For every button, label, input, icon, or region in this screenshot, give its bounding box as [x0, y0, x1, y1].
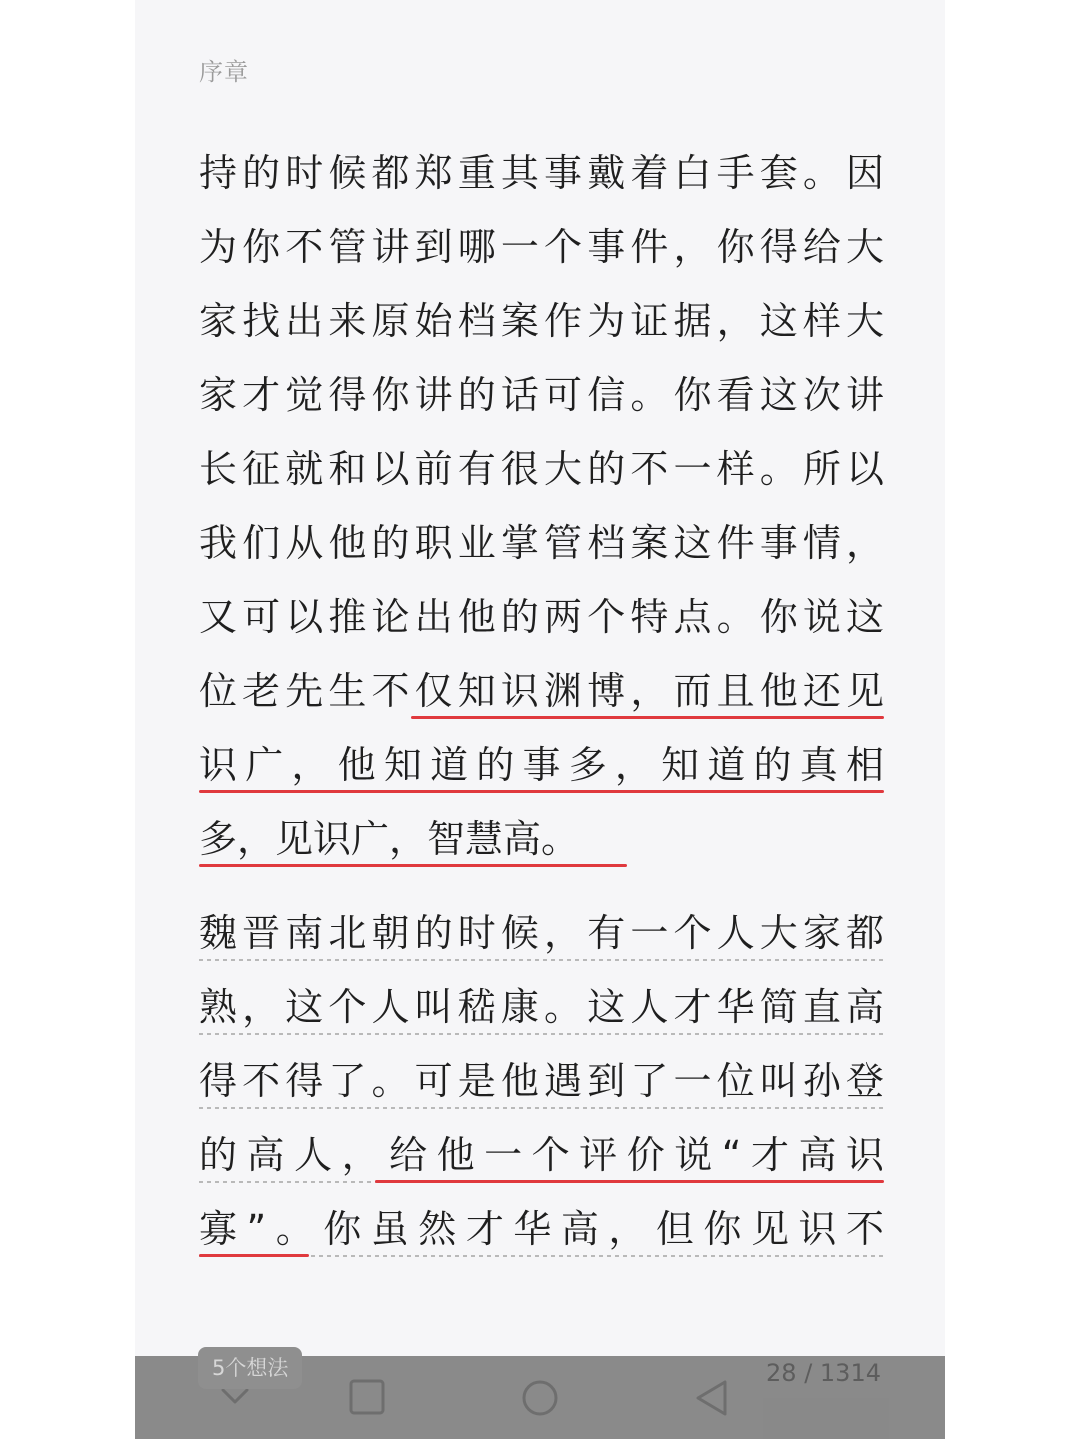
thoughts-button[interactable]: 5个想法: [198, 1347, 302, 1389]
text-line-text: 的高人，给他一个评价说“才高识: [199, 1133, 884, 1177]
text-line-text: 寡”。你虽然才华高，但你见识不: [199, 1207, 884, 1251]
recents-button[interactable]: [348, 1378, 386, 1420]
text-line-text: 识广，他知道的事多，知道的真相: [199, 743, 884, 787]
text-line: 我们从他的职业掌管档案这件事情，: [199, 521, 884, 565]
text-line-highlighted[interactable]: [199, 654, 884, 728]
chapter-title: 序章: [199, 58, 249, 86]
home-button[interactable]: [520, 1378, 560, 1422]
text-line-highlighted[interactable]: [199, 1118, 884, 1192]
text-line: 为你不管讲到哪一个事件，你得给大: [199, 225, 884, 269]
highlight-underline: [199, 1254, 309, 1257]
text-line-highlighted[interactable]: [199, 728, 884, 802]
text-line: 家找出来原始档案作为证据，这样大: [199, 299, 884, 343]
triangle-back-icon: [693, 1378, 731, 1418]
text-line-text: 多，见识广，智慧高。: [199, 817, 580, 861]
circle-icon: [520, 1378, 560, 1418]
highlight-underline: [375, 1180, 884, 1183]
page-indicator: 28 / 1314: [766, 1359, 881, 1387]
reading-content[interactable]: [199, 136, 884, 1266]
reader-screen: [135, 0, 945, 1439]
text-line-highlighted[interactable]: [199, 1192, 884, 1266]
text-line: 长征就和以前有很大的不一样。所以: [199, 447, 884, 491]
text-line: 又可以推论出他的两个特点。你说这: [199, 595, 884, 639]
highlight-underline: [199, 790, 884, 793]
highlight-underline: [199, 864, 627, 867]
text-line-thought[interactable]: 魏晋南北朝的时候，有一个人大家都: [199, 896, 884, 970]
back-button[interactable]: [693, 1378, 731, 1422]
text-line-text: 位老先生不仅知识渊博，而且他还见: [199, 669, 884, 713]
text-line-thought[interactable]: 得不得了。可是他遇到了一位叫孙登: [199, 1044, 884, 1118]
text-line-thought[interactable]: 熟，这个人叫嵇康。这人才华简直高: [199, 970, 884, 1044]
text-line: 持的时候都郑重其事戴着白手套。因: [199, 151, 884, 195]
text-line-highlighted[interactable]: [199, 802, 884, 876]
text-line: 家才觉得你讲的话可信。你看这次讲: [199, 373, 884, 417]
paragraph-2: [199, 896, 884, 1266]
square-icon: [348, 1378, 386, 1416]
paragraph-1: [199, 136, 884, 876]
highlight-underline: [411, 716, 884, 719]
